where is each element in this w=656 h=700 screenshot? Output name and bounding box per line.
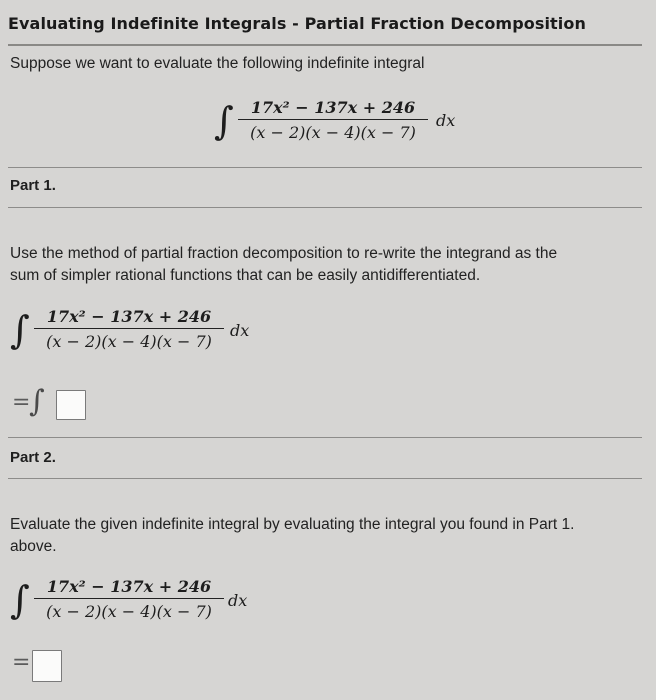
integrand-fraction [34,577,224,621]
fraction-bar [34,328,224,329]
integral-sign: ∫ [10,308,30,352]
numerator: 17x² − 137x + 246 [250,98,416,117]
integrand-fraction [34,307,224,351]
part2-instruction-line1: Evaluate the given indefinite integral by evaluating the integral you found in Part 1. [10,516,575,533]
equals-sign: = [12,390,31,415]
page-title: Evaluating Indefinite Integrals - Partial Fraction Decomposition [8,14,586,33]
integral-sign: ∫ [10,578,30,622]
integrand-fraction [238,98,428,142]
part1-instruction-line2: sum of simpler rational functions that can be easily antidifferentiated. [10,267,481,284]
part2-instruction-line2: above. [10,538,57,555]
part2-integral [10,577,270,629]
title-divider [8,44,642,46]
main-integral [214,98,474,150]
denominator: (x − 2)(x − 4)(x − 7) [250,123,416,142]
numerator: 17x² − 137x + 246 [46,307,212,326]
part1-instruction-line1: Use the method of partial fraction decomposition to re-write the integrand as the [10,245,558,262]
denominator: (x − 2)(x − 4)(x − 7) [46,332,212,351]
integral-sign: ∫ [214,99,234,143]
numerator: 17x² − 137x + 246 [46,577,212,596]
part2-answer-row [12,646,112,682]
differential: dx [230,321,250,340]
fraction-bar [34,598,224,599]
equals-sign: = [12,650,31,675]
part2-answer-box[interactable] [32,650,62,682]
differential: dx [228,591,248,610]
fraction-bar [238,119,428,120]
part1-answer-box[interactable] [56,390,86,420]
answer-integral-sign: ∫ [29,384,45,419]
divider-4 [8,478,642,479]
part1-integral [10,307,270,359]
differential: dx [436,111,456,130]
part1-label: Part 1. [10,177,56,194]
divider-3 [8,437,642,438]
divider-2 [8,207,642,208]
denominator: (x − 2)(x − 4)(x − 7) [46,602,212,621]
intro-text: Suppose we want to evaluate the following indefinite integral [10,55,425,72]
part1-answer-row [12,386,112,422]
divider-1 [8,167,642,168]
part2-label: Part 2. [10,449,56,466]
